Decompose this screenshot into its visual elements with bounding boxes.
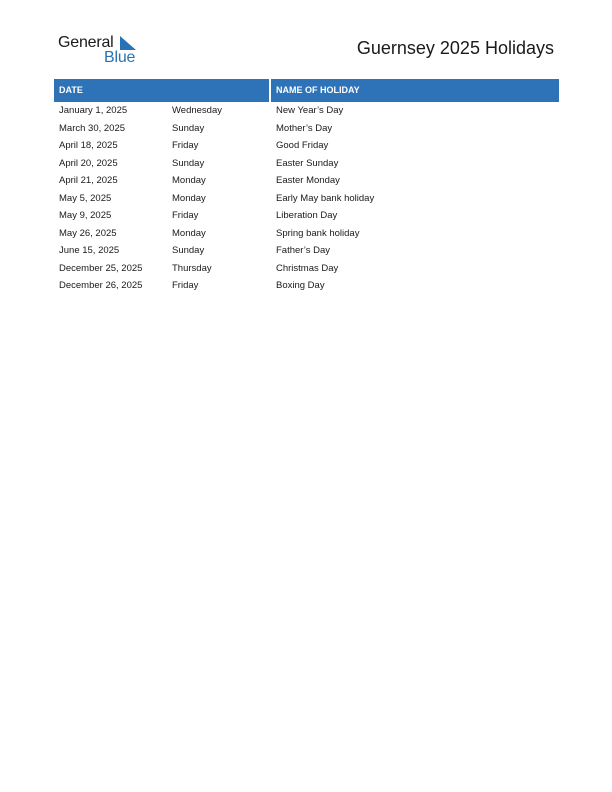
table-row	[54, 137, 559, 155]
holiday-name: Mother’s Day	[276, 122, 333, 134]
table-row	[54, 155, 559, 173]
holiday-name: Easter Monday	[276, 175, 340, 186]
logo-word-blue: Blue	[104, 49, 136, 66]
holiday-date: May 5, 2025	[59, 192, 112, 204]
table-row	[54, 277, 559, 295]
holiday-date: May 26, 2025	[59, 227, 117, 239]
holiday-name: Early May bank holiday	[276, 192, 375, 204]
holiday-weekday: Monday	[172, 175, 206, 186]
holiday-table	[54, 79, 559, 295]
logo-word-general: General	[58, 34, 114, 51]
table-row	[54, 225, 559, 243]
holiday-weekday: Thursday	[172, 262, 212, 274]
holiday-date: December 26, 2025	[59, 280, 143, 291]
holiday-weekday: Monday	[172, 192, 206, 204]
holiday-name: Christmas Day	[276, 262, 339, 274]
holiday-name: Good Friday	[276, 140, 329, 151]
table-row	[54, 260, 559, 278]
holiday-weekday: Friday	[172, 210, 199, 221]
holiday-date: June 15, 2025	[59, 245, 120, 256]
column-header-holiday: NAME OF HOLIDAY	[271, 79, 559, 102]
holiday-name: Liberation Day	[276, 210, 338, 221]
table-row	[54, 172, 559, 190]
holiday-weekday: Sunday	[172, 245, 205, 256]
table-header	[54, 79, 559, 102]
logo	[58, 34, 148, 68]
holiday-weekday: Sunday	[172, 157, 205, 169]
holiday-date: December 25, 2025	[59, 262, 143, 274]
table-row	[54, 190, 559, 208]
logo-triangle-icon	[120, 36, 136, 50]
table-row	[54, 120, 559, 138]
holiday-weekday: Monday	[172, 227, 206, 239]
page-title: Guernsey 2025 Holidays	[356, 38, 554, 58]
holiday-name: Spring bank holiday	[276, 227, 360, 239]
holiday-date: April 18, 2025	[59, 140, 118, 151]
holiday-date: March 30, 2025	[59, 122, 126, 134]
holiday-weekday: Wednesday	[172, 105, 222, 116]
table-row	[54, 207, 559, 225]
holiday-date: April 21, 2025	[59, 175, 118, 186]
table-body	[54, 102, 559, 295]
holiday-date: May 9, 2025	[59, 210, 112, 221]
holiday-date: April 20, 2025	[59, 157, 118, 169]
holiday-name: Easter Sunday	[276, 157, 339, 169]
table-row	[54, 242, 559, 260]
holiday-name: Father’s Day	[276, 245, 331, 256]
table-row	[54, 102, 559, 120]
holiday-weekday: Friday	[172, 140, 199, 151]
holiday-weekday: Friday	[172, 280, 199, 291]
holiday-name: Boxing Day	[276, 280, 325, 291]
holiday-weekday: Sunday	[172, 122, 205, 134]
holiday-date: January 1, 2025	[59, 105, 128, 116]
column-header-date: DATE	[54, 79, 269, 102]
holiday-name: New Year’s Day	[276, 105, 344, 116]
